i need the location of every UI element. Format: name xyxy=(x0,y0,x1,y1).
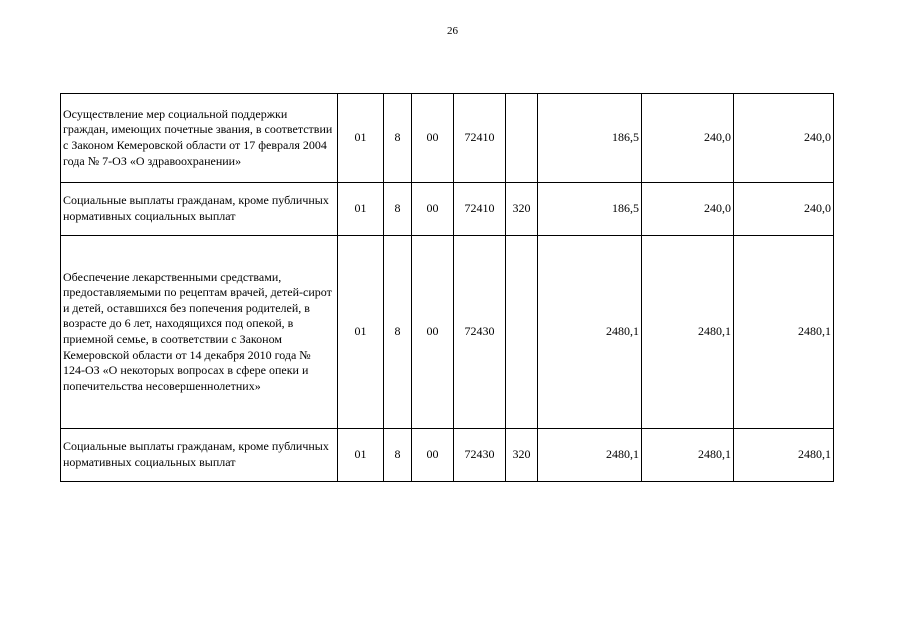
page-number: 26 xyxy=(447,25,458,37)
code-cell: 8 xyxy=(384,429,412,482)
amount-cell: 2480,1 xyxy=(538,429,642,482)
table-row xyxy=(61,183,834,236)
row-description: Обеспечение лекарственными средствами, предоставляемыми по рецептам врачей, детей-сирот и детей, оставшихся без попечения родителей, в возрасте до 6 лет, находящихся под опекой, в приемной семье, в соответствии с Законом Кемеровской области от 14 декабря 2010 года № 124-ОЗ «О некоторых вопросах в сфере опеки и попечительства несовершеннолетних» xyxy=(61,236,338,429)
amount-cell: 2480,1 xyxy=(642,429,734,482)
code-cell: 00 xyxy=(412,429,454,482)
expense-type-cell: 320 xyxy=(506,183,538,236)
table-row xyxy=(61,429,834,482)
amount-cell: 186,5 xyxy=(538,94,642,183)
expense-type-cell xyxy=(506,94,538,183)
amount-cell: 240,0 xyxy=(734,94,834,183)
amount-cell: 2480,1 xyxy=(734,236,834,429)
code-cell: 00 xyxy=(412,236,454,429)
amount-cell: 240,0 xyxy=(642,183,734,236)
code-cell: 72410 xyxy=(454,94,506,183)
row-description: Социальные выплаты гражданам, кроме публичных нормативных социальных выплат xyxy=(61,429,338,482)
amount-cell: 2480,1 xyxy=(734,429,834,482)
code-cell: 8 xyxy=(384,183,412,236)
amount-cell: 2480,1 xyxy=(642,236,734,429)
amount-cell: 186,5 xyxy=(538,183,642,236)
amount-cell: 240,0 xyxy=(642,94,734,183)
row-description: Социальные выплаты гражданам, кроме публичных нормативных социальных выплат xyxy=(61,183,338,236)
code-cell: 8 xyxy=(384,236,412,429)
code-cell: 72430 xyxy=(454,429,506,482)
expense-type-cell xyxy=(506,236,538,429)
code-cell: 72410 xyxy=(454,183,506,236)
code-cell: 01 xyxy=(338,429,384,482)
amount-cell: 2480,1 xyxy=(538,236,642,429)
row-description: Осуществление мер социальной поддержки граждан, имеющих почетные звания, в соответствии с Законом Кемеровской области от 17 февраля 2004 года № 7-ОЗ «О здравоохранении» xyxy=(61,94,338,183)
amount-cell: 240,0 xyxy=(734,183,834,236)
code-cell: 01 xyxy=(338,236,384,429)
table-row xyxy=(61,94,834,183)
code-cell: 00 xyxy=(412,183,454,236)
code-cell: 72430 xyxy=(454,236,506,429)
expense-type-cell: 320 xyxy=(506,429,538,482)
table-row xyxy=(61,236,834,429)
code-cell: 8 xyxy=(384,94,412,183)
code-cell: 01 xyxy=(338,183,384,236)
budget-table xyxy=(60,93,834,482)
code-cell: 01 xyxy=(338,94,384,183)
code-cell: 00 xyxy=(412,94,454,183)
